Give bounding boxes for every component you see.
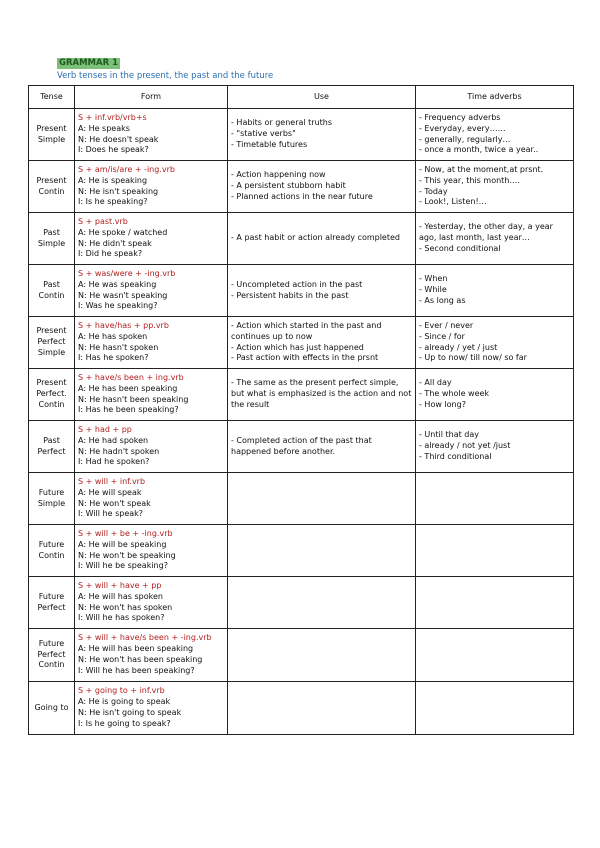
form-example: I: Is he going to speak?	[78, 718, 171, 728]
tense-cell	[29, 265, 75, 317]
table-header-row	[29, 86, 574, 109]
time-adverb-item: - once a month, twice a year..	[419, 145, 539, 155]
use-cell	[228, 525, 416, 577]
use-cell	[228, 473, 416, 525]
use-item: - Uncompleted action in the past	[231, 279, 363, 289]
tense-cell	[29, 109, 75, 161]
table-row	[29, 525, 574, 577]
header-use: Use	[228, 86, 416, 109]
tense-name-line: Perfect	[37, 649, 66, 659]
form-example: A: He is going to speak	[78, 697, 171, 707]
table-row	[29, 161, 574, 213]
form-formula: S + going to + inf.vrb	[78, 686, 165, 696]
time-adverb-item: - Since / for	[419, 331, 465, 341]
tense-cell	[29, 317, 75, 369]
time-adverbs-cell	[416, 161, 574, 213]
time-adverb-item: - already / yet / just	[419, 342, 498, 352]
use-cell	[228, 213, 416, 265]
time-adverb-item: - Ever / never	[419, 320, 474, 330]
use-cell	[228, 161, 416, 213]
form-example: I: Will he be speaking?	[78, 561, 168, 571]
form-formula: S + will + have/s been + -ing.vrb	[78, 633, 212, 643]
use-item: - Planned actions in the near future	[231, 191, 373, 201]
time-adverb-item: - While	[419, 285, 447, 295]
table-row	[29, 109, 574, 161]
use-item: - Action happening now	[231, 170, 326, 180]
form-formula: S + will + be + -ing.vrb	[78, 528, 173, 538]
form-example: I: Is he speaking?	[78, 197, 148, 207]
table-body	[29, 109, 574, 735]
form-example: N: He hasn't been speaking	[78, 394, 189, 404]
form-cell	[75, 213, 228, 265]
use-item: - Past action with effects in the prsnt	[231, 353, 379, 363]
form-cell	[75, 317, 228, 369]
form-example: I: Will he has spoken?	[78, 613, 165, 623]
use-item: - A persistent stubborn habit	[231, 181, 346, 191]
table-row	[29, 629, 574, 682]
time-adverb-item: - Second conditional	[419, 243, 501, 253]
use-cell	[228, 421, 416, 473]
table-row	[29, 317, 574, 369]
tense-name-line: Perfect	[37, 602, 66, 612]
page-subtitle: Verb tenses in the present, the past and the future	[57, 71, 274, 81]
tense-name-line: Contin	[38, 186, 65, 196]
time-adverb-item: - This year, this month….	[419, 175, 520, 185]
use-item: - Action which started in the past and continues up to now	[231, 320, 382, 341]
table-row	[29, 265, 574, 317]
form-example: N: He doesn't speak	[78, 134, 159, 144]
use-item: - Persistent habits in the past	[231, 290, 349, 300]
tense-name-line: Perfect	[37, 446, 66, 456]
time-adverb-item: - Look!, Listen!…	[419, 197, 487, 207]
time-adverbs-cell	[416, 421, 574, 473]
form-formula: S + have/s been + ing.vrb	[78, 372, 184, 382]
form-example: A: He is speaking	[78, 175, 148, 185]
form-example: A: He will speak	[78, 487, 142, 497]
form-cell	[75, 161, 228, 213]
time-adverb-item: - Up to now/ till now/ so far	[419, 353, 527, 363]
tense-name-line: Future	[38, 487, 65, 497]
form-cell	[75, 473, 228, 525]
form-example: N: He won't has spoken	[78, 602, 173, 612]
tense-cell	[29, 473, 75, 525]
header-time-adverbs: Time adverbs	[416, 86, 574, 109]
form-example: N: He isn't speaking	[78, 186, 159, 196]
form-example: I: Had he spoken?	[78, 457, 150, 467]
time-adverb-item: - Today	[419, 186, 448, 196]
time-adverbs-cell	[416, 109, 574, 161]
time-adverbs-cell	[416, 682, 574, 735]
form-example: A: He will be speaking	[78, 539, 167, 549]
use-cell	[228, 265, 416, 317]
form-example: A: He will has been speaking	[78, 644, 194, 654]
tense-name-line: Past	[43, 227, 60, 237]
tense-name-line: Present	[36, 378, 67, 388]
tense-name-line: Contin	[38, 290, 65, 300]
form-example: A: He will has spoken	[78, 591, 163, 601]
time-adverb-item: - All day	[419, 378, 452, 388]
tense-cell	[29, 369, 75, 421]
tense-name-line: Future	[38, 539, 65, 549]
form-cell	[75, 629, 228, 682]
form-formula: S + inf.vrb/vrb+s	[78, 112, 147, 122]
form-formula: S + had + pp	[78, 424, 132, 434]
form-formula: S + am/is/are + -ing.vrb	[78, 164, 175, 174]
form-example: I: Has he spoken?	[78, 353, 149, 363]
tense-cell	[29, 213, 75, 265]
form-cell	[75, 265, 228, 317]
tense-name-line: Present	[36, 326, 67, 336]
tense-name-line: Past	[43, 279, 60, 289]
form-example: A: He speaks	[78, 123, 130, 133]
tense-name-line: Simple	[37, 238, 66, 248]
time-adverb-item: - already / not yet /just	[419, 441, 511, 451]
use-item: - Timetable futures	[231, 139, 308, 149]
tense-name-line: Simple	[37, 134, 66, 144]
form-example: I: Was he speaking?	[78, 301, 158, 311]
time-adverb-item: - As long as	[419, 295, 466, 305]
form-example: I: Will he has been speaking?	[78, 665, 195, 675]
tense-name-line: Simple	[37, 347, 66, 357]
form-example: I: Does he speak?	[78, 145, 149, 155]
form-cell	[75, 421, 228, 473]
form-cell	[75, 577, 228, 629]
time-adverbs-cell	[416, 317, 574, 369]
time-adverb-item: - generally, regularly…	[419, 134, 511, 144]
form-example: A: He had spoken	[78, 435, 149, 445]
header-form: Form	[75, 86, 228, 109]
tense-name-line: Perfect.	[36, 389, 67, 399]
time-adverb-item: - Yesterday, the other day, a year ago, last month, last year…	[419, 222, 553, 243]
form-formula: S + past.vrb	[78, 216, 128, 226]
tense-name-line: Contin	[38, 399, 65, 409]
time-adverb-item: - The whole week	[419, 389, 490, 399]
use-item: - A past habit or action already completed	[231, 233, 400, 243]
form-example: A: He has been speaking	[78, 383, 178, 393]
time-adverb-item: - Everyday, every……	[419, 123, 506, 133]
table-row	[29, 369, 574, 421]
page-title: GRAMMAR 1	[59, 58, 119, 68]
verb-tenses-table	[28, 85, 574, 735]
table-row	[29, 682, 574, 735]
time-adverb-item: - How long?	[419, 399, 466, 409]
use-cell	[228, 682, 416, 735]
header-tense: Tense	[29, 86, 75, 109]
time-adverbs-cell	[416, 265, 574, 317]
tense-name-line: Contin	[38, 550, 65, 560]
use-cell	[228, 577, 416, 629]
time-adverb-item: - When	[419, 274, 448, 284]
tense-name-line: Contin	[38, 660, 65, 670]
time-adverbs-cell	[416, 213, 574, 265]
form-formula: S + will + have + pp	[78, 580, 162, 590]
use-item: - Completed action of the past that happened before another.	[231, 435, 372, 456]
form-example: I: Did he speak?	[78, 249, 143, 259]
tense-name-line: Past	[43, 435, 60, 445]
form-formula: S + will + inf.vrb	[78, 476, 146, 486]
form-formula: S + was/were + -ing.vrb	[78, 268, 176, 278]
form-example: N: He won't has been speaking	[78, 655, 203, 664]
tense-name-line: Future	[38, 591, 65, 601]
form-example: A: He was speaking	[78, 279, 157, 289]
time-adverbs-cell	[416, 525, 574, 577]
tense-cell	[29, 525, 75, 577]
form-example: I: Has he been speaking?	[78, 405, 179, 415]
tense-name-line: Present	[36, 123, 67, 133]
use-item: - Habits or general truths	[231, 118, 333, 128]
use-cell	[228, 317, 416, 369]
form-cell	[75, 525, 228, 577]
form-cell	[75, 682, 228, 735]
table-row	[29, 213, 574, 265]
tense-name-line: Going to	[34, 702, 69, 712]
time-adverbs-cell	[416, 369, 574, 421]
tense-name-line: Future	[38, 638, 65, 648]
tense-name-line: Present	[36, 175, 67, 185]
tense-cell	[29, 629, 75, 682]
time-adverbs-cell	[416, 629, 574, 682]
form-example: N: He hadn't spoken	[78, 446, 160, 456]
form-example: A: He spoke / watched	[78, 227, 168, 237]
form-cell	[75, 109, 228, 161]
time-adverbs-cell	[416, 577, 574, 629]
form-example: N: He won't be speaking	[78, 550, 176, 560]
form-formula: S + have/has + pp.vrb	[78, 320, 169, 330]
use-item: - Action which has just happened	[231, 342, 364, 352]
use-cell	[228, 109, 416, 161]
tense-cell	[29, 682, 75, 735]
time-adverb-item: - Until that day	[419, 430, 479, 440]
tense-name-line: Simple	[37, 498, 66, 508]
table-row	[29, 421, 574, 473]
table-row	[29, 577, 574, 629]
form-cell	[75, 369, 228, 421]
use-item: - The same as the present perfect simple, but what is emphasized is the action and not the result	[231, 378, 412, 409]
time-adverb-item: - Frequency adverbs	[419, 112, 501, 122]
form-example: N: He won't speak	[78, 498, 151, 508]
form-example: N: He isn't going to speak	[78, 708, 182, 717]
use-item: - "stative verbs"	[231, 129, 296, 139]
time-adverb-item: - Now, at the moment,at prsnt.	[419, 164, 544, 174]
use-cell	[228, 369, 416, 421]
time-adverb-item: - Third conditional	[419, 451, 492, 461]
tense-name-line: Perfect	[37, 337, 66, 347]
time-adverbs-cell	[416, 473, 574, 525]
use-cell	[228, 629, 416, 682]
tense-cell	[29, 577, 75, 629]
form-example: N: He wasn't speaking	[78, 290, 168, 300]
tense-cell	[29, 421, 75, 473]
form-example: N: He didn't speak	[78, 238, 152, 248]
tense-cell	[29, 161, 75, 213]
form-example: A: He has spoken	[78, 331, 148, 341]
form-example: N: He hasn't spoken	[78, 342, 159, 352]
form-example: I: Will he speak?	[78, 509, 144, 519]
table-row	[29, 473, 574, 525]
